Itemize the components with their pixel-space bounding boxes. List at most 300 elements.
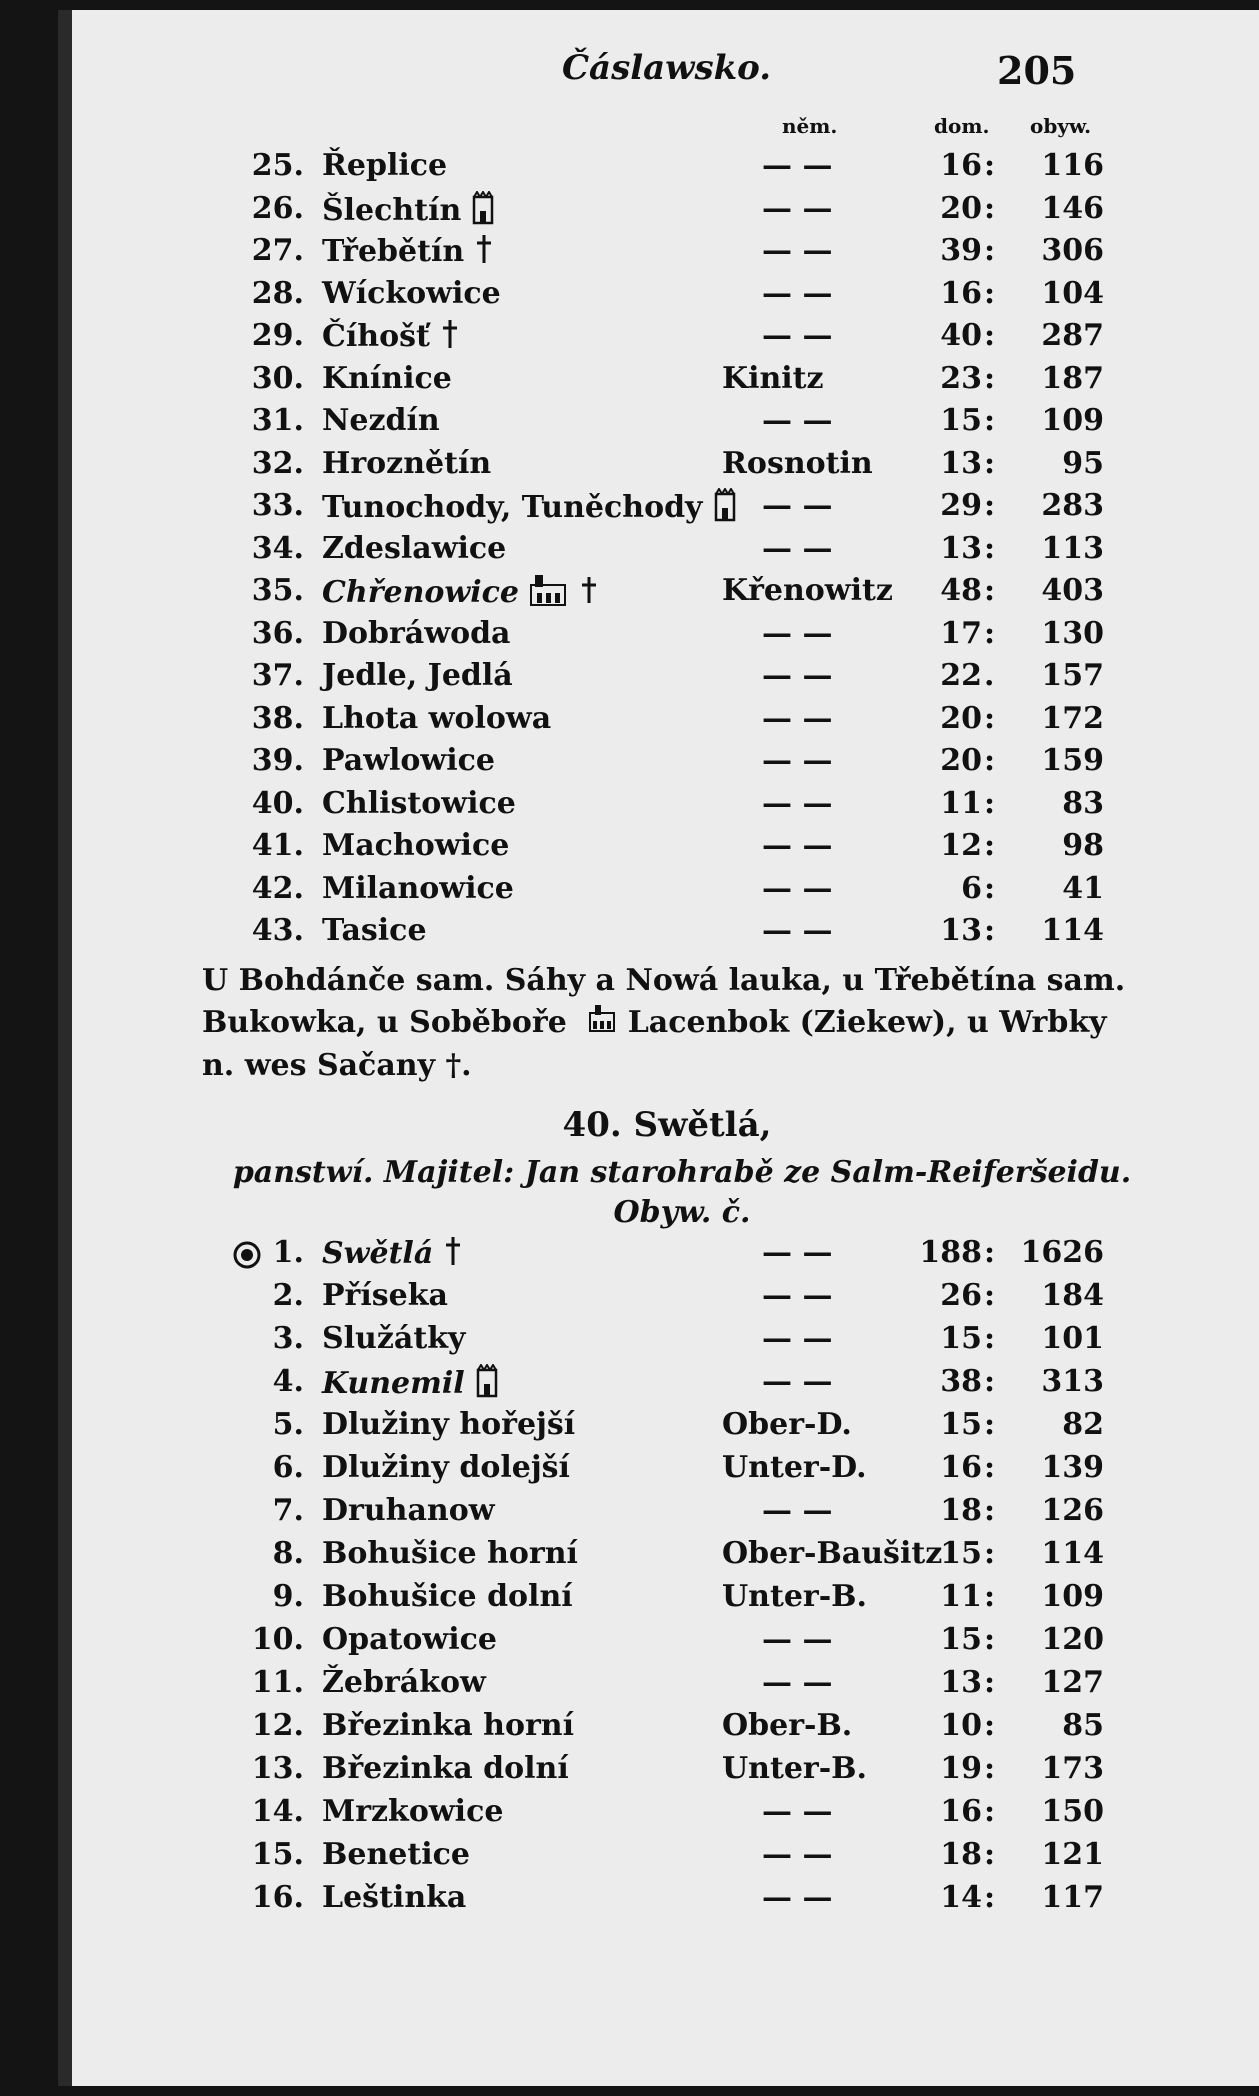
village-name-text: Žebrákow xyxy=(322,1665,486,1700)
population-count: 82 xyxy=(1062,1407,1104,1442)
house-count: 38 xyxy=(940,1364,982,1399)
table-row xyxy=(72,828,1259,870)
separator: . xyxy=(984,658,995,693)
separator: : xyxy=(984,1450,996,1485)
village-name xyxy=(322,1493,495,1528)
row-number: 12. xyxy=(251,1708,304,1743)
population-count: 157 xyxy=(1041,658,1104,693)
book-page xyxy=(58,10,1259,2086)
separator: : xyxy=(984,743,996,778)
dash-placeholder: — — xyxy=(762,1837,833,1872)
row-number: 7. xyxy=(272,1493,304,1528)
house-count: 12 xyxy=(940,828,982,863)
village-name xyxy=(322,701,551,736)
page-number: 205 xyxy=(997,48,1077,93)
house-count: 19 xyxy=(940,1751,982,1786)
population-count: 173 xyxy=(1041,1751,1104,1786)
row-number: 36. xyxy=(251,615,304,651)
population-count: 184 xyxy=(1041,1278,1104,1313)
column-nem: něm. xyxy=(782,114,838,138)
population-count: 306 xyxy=(1041,233,1104,268)
separator: : xyxy=(984,148,996,183)
house-count: 18 xyxy=(940,1493,982,1528)
village-name xyxy=(322,191,495,233)
population-count: 287 xyxy=(1041,318,1104,353)
row-number: 32. xyxy=(251,445,304,481)
village-name xyxy=(322,1665,486,1700)
village-name-text: Hroznětín xyxy=(322,445,492,481)
table-row xyxy=(72,1837,1259,1879)
village-name-text: Chřenowice xyxy=(322,575,519,610)
village-name-text: Březinka horní xyxy=(322,1708,574,1743)
separator: : xyxy=(984,488,996,523)
population-count: 172 xyxy=(1041,700,1104,736)
house-count: 29 xyxy=(940,488,982,523)
house-count: 26 xyxy=(940,1278,982,1313)
table-row xyxy=(72,1493,1259,1535)
row-number: 31. xyxy=(251,403,304,438)
population-count: 283 xyxy=(1041,488,1104,523)
village-name-text: Pawlowice xyxy=(322,743,495,778)
table-row xyxy=(72,1665,1259,1707)
house-count: 48 xyxy=(940,573,982,608)
table-row xyxy=(72,871,1259,913)
village-name xyxy=(322,1579,573,1614)
german-name: Ober-D. xyxy=(722,1407,852,1442)
separator: : xyxy=(984,913,996,948)
table-row xyxy=(72,276,1259,318)
table-row xyxy=(72,1450,1259,1492)
population-count: 104 xyxy=(1041,275,1104,311)
dash-placeholder: — — xyxy=(762,743,833,778)
village-name-text: Bohušice dolní xyxy=(322,1579,573,1614)
house-count: 15 xyxy=(940,1321,982,1356)
village-name xyxy=(322,318,460,358)
dash-placeholder: — — xyxy=(762,658,833,693)
dash-placeholder: — — xyxy=(762,1493,833,1528)
separator: : xyxy=(984,1235,996,1270)
separator: : xyxy=(984,403,996,438)
village-name-text: Dlužiny dolejší xyxy=(322,1450,570,1485)
separator: : xyxy=(984,318,996,353)
house-count: 16 xyxy=(940,1450,982,1485)
tower-icon xyxy=(713,488,737,530)
dash-placeholder: — — xyxy=(762,700,833,736)
village-name xyxy=(322,1450,570,1485)
column-obyw: obyw. xyxy=(1030,114,1092,138)
dash-placeholder: — — xyxy=(762,1665,833,1700)
village-name xyxy=(322,1364,499,1406)
dash-placeholder: — — xyxy=(762,785,833,821)
village-name-text: Swětlá xyxy=(322,1236,434,1271)
village-name-text: Kunemil xyxy=(322,1366,465,1401)
table-row xyxy=(72,616,1259,658)
note-line-3: n. wes Sačany †. xyxy=(202,1048,472,1083)
separator: : xyxy=(984,785,996,821)
population-count: 403 xyxy=(1041,573,1104,608)
population-count: 85 xyxy=(1062,1708,1104,1743)
population-count: 113 xyxy=(1041,530,1104,566)
village-name xyxy=(322,361,452,396)
row-number: 43. xyxy=(251,913,304,948)
house-count: 11 xyxy=(940,785,982,821)
population-count: 109 xyxy=(1041,1579,1104,1614)
village-name xyxy=(322,148,447,183)
population-count: 101 xyxy=(1041,1321,1104,1356)
row-number: 16. xyxy=(251,1880,304,1915)
village-name xyxy=(322,1837,470,1872)
row-number: 42. xyxy=(251,870,304,906)
village-name-text: Milanowice xyxy=(322,870,514,906)
separator: : xyxy=(984,1579,996,1614)
dash-placeholder: — — xyxy=(762,233,833,268)
german-name: Unter-B. xyxy=(722,1751,867,1786)
table-row xyxy=(72,1278,1259,1320)
table-row xyxy=(72,488,1259,530)
house-count: 188 xyxy=(919,1235,982,1270)
village-name-text: Knínice xyxy=(322,360,452,396)
row-number: 29. xyxy=(251,318,304,353)
dash-placeholder: — — xyxy=(762,828,833,863)
population-count: 114 xyxy=(1041,1536,1104,1571)
village-name xyxy=(322,1235,463,1275)
table-row xyxy=(72,148,1259,190)
running-title: Čáslawsko. xyxy=(562,48,772,88)
house-count: 20 xyxy=(940,190,982,226)
separator: : xyxy=(984,573,996,608)
cross-icon xyxy=(474,233,494,273)
german-name: Kinitz xyxy=(722,360,824,396)
population-count: 83 xyxy=(1062,785,1104,821)
dash-placeholder: — — xyxy=(762,615,833,651)
village-name xyxy=(322,828,509,863)
separator: : xyxy=(984,190,996,226)
village-name xyxy=(322,658,513,693)
village-name xyxy=(322,1880,466,1915)
village-name xyxy=(322,1622,497,1657)
table-row xyxy=(72,1708,1259,1750)
house-count: 15 xyxy=(940,1536,982,1571)
population-count: 109 xyxy=(1041,403,1104,438)
village-name xyxy=(322,913,427,948)
village-name xyxy=(322,488,737,530)
table-row xyxy=(72,446,1259,488)
row-number: 5. xyxy=(272,1407,304,1442)
village-name-text: Mrzkowice xyxy=(322,1794,504,1829)
village-name-text: Dobráwoda xyxy=(322,615,511,651)
population-count: 313 xyxy=(1041,1364,1104,1399)
dash-placeholder: — — xyxy=(762,1364,833,1399)
row-number: 41. xyxy=(251,828,304,863)
village-name-text: Březinka dolní xyxy=(322,1751,569,1786)
dash-placeholder: — — xyxy=(762,913,833,948)
note-line-2: Bukowka, u Soběboře Lacenbok (Ziekew), u Wrbky xyxy=(202,1002,1162,1045)
separator: : xyxy=(984,1880,996,1915)
table-row xyxy=(72,1579,1259,1621)
cross-icon xyxy=(440,318,460,358)
table-row xyxy=(72,1235,1259,1277)
house-count: 39 xyxy=(940,233,982,268)
population-count: 120 xyxy=(1041,1622,1104,1657)
german-name: Ober-B. xyxy=(722,1708,853,1743)
row-number: 9. xyxy=(272,1579,304,1614)
separator: : xyxy=(984,1493,996,1528)
table-row xyxy=(72,531,1259,573)
house-count: 6 xyxy=(961,870,982,906)
separator: : xyxy=(984,1622,996,1657)
table-row xyxy=(72,786,1259,828)
dash-placeholder: — — xyxy=(762,1321,833,1356)
tower-icon xyxy=(475,1364,499,1406)
dash-placeholder: — — xyxy=(762,488,833,523)
separator: : xyxy=(984,1364,996,1399)
row-number: 38. xyxy=(251,700,304,736)
separator: : xyxy=(984,1708,996,1743)
population-count: 41 xyxy=(1062,870,1104,906)
table-row xyxy=(72,1321,1259,1363)
castle-cross-icon xyxy=(529,573,601,615)
row-number: 34. xyxy=(251,530,304,566)
village-name-text: Jedle, Jedlá xyxy=(322,658,513,693)
dash-placeholder: — — xyxy=(762,1278,833,1313)
row-number: 26. xyxy=(251,190,304,226)
table-row xyxy=(72,1364,1259,1406)
village-name-text: Tunochody, Tuněchody xyxy=(322,490,703,525)
row-number: 27. xyxy=(251,233,304,268)
table-row xyxy=(72,573,1259,615)
row-number: 11. xyxy=(251,1665,304,1700)
table-row xyxy=(72,1751,1259,1793)
house-count: 15 xyxy=(940,1622,982,1657)
population-count: 130 xyxy=(1041,615,1104,651)
population-count: 98 xyxy=(1062,828,1104,863)
village-name xyxy=(322,871,514,906)
dash-placeholder: — — xyxy=(762,870,833,906)
separator: : xyxy=(984,615,996,651)
table-row xyxy=(72,1794,1259,1836)
population-count: 187 xyxy=(1041,360,1104,396)
dash-placeholder: — — xyxy=(762,403,833,438)
cross-icon xyxy=(443,1235,463,1275)
house-count: 13 xyxy=(940,1665,982,1700)
table-row xyxy=(72,403,1259,445)
house-count: 11 xyxy=(940,1579,982,1614)
village-name xyxy=(322,1407,575,1442)
separator: : xyxy=(984,1837,996,1872)
dash-placeholder: — — xyxy=(762,530,833,566)
dash-placeholder: — — xyxy=(762,190,833,226)
house-count: 15 xyxy=(940,403,982,438)
separator: : xyxy=(984,1665,996,1700)
house-count: 18 xyxy=(940,1837,982,1872)
village-name-text: Lhota wolowa xyxy=(322,700,552,736)
house-count: 13 xyxy=(940,445,982,481)
section-title: 40. Swětlá, xyxy=(562,1105,772,1145)
table-row xyxy=(72,1880,1259,1922)
section-subtitle-2: Obyw. č. xyxy=(613,1195,751,1230)
village-name-text: Příseka xyxy=(322,1278,448,1313)
row-number: 25. xyxy=(251,148,304,183)
row-number: 33. xyxy=(251,488,304,523)
separator: : xyxy=(984,360,996,396)
village-name-text: Řeplice xyxy=(322,148,448,183)
population-count: 127 xyxy=(1041,1665,1104,1700)
village-name xyxy=(322,1278,448,1313)
population-count: 116 xyxy=(1041,148,1104,183)
house-count: 13 xyxy=(940,913,982,948)
dash-placeholder: — — xyxy=(762,318,833,353)
separator: : xyxy=(984,530,996,566)
row-number: 2. xyxy=(272,1278,304,1313)
table-row xyxy=(72,191,1259,233)
village-name xyxy=(322,1708,574,1743)
house-count: 40 xyxy=(940,318,982,353)
village-name xyxy=(322,531,506,566)
population-count: 121 xyxy=(1041,1837,1104,1872)
village-name xyxy=(322,1536,578,1571)
castle-icon xyxy=(587,1003,617,1045)
village-name-text: Služátky xyxy=(322,1321,466,1356)
village-name-text: Opatowice xyxy=(322,1622,497,1657)
village-name-text: Tasice xyxy=(322,913,427,948)
separator: : xyxy=(984,233,996,268)
table-row xyxy=(72,701,1259,743)
village-name xyxy=(322,1321,465,1356)
population-count: 146 xyxy=(1041,190,1104,226)
row-number: 3. xyxy=(272,1321,304,1356)
population-count: 1626 xyxy=(1020,1235,1104,1270)
village-name-text: Wíckowice xyxy=(322,275,501,311)
village-name-text: Šlechtín xyxy=(322,192,462,228)
population-count: 126 xyxy=(1041,1493,1104,1528)
section-subtitle: panstwí. Majitel: Jan starohrabě ze Salm-Reiferšeidu. xyxy=(232,1155,1132,1190)
dash-placeholder: — — xyxy=(762,1235,833,1270)
house-count: 22 xyxy=(940,658,982,693)
table-row xyxy=(72,913,1259,955)
separator: : xyxy=(984,1536,996,1571)
dash-placeholder: — — xyxy=(762,275,833,311)
german-name: Unter-D. xyxy=(722,1450,867,1485)
german-name: Rosnotin xyxy=(722,445,873,481)
german-name: Křenowitz xyxy=(722,573,893,608)
separator: : xyxy=(984,275,996,311)
row-number: 13. xyxy=(251,1751,304,1786)
separator: : xyxy=(984,828,996,863)
house-count: 15 xyxy=(940,1407,982,1442)
village-name xyxy=(322,233,494,273)
table-row xyxy=(72,1622,1259,1664)
village-name xyxy=(322,276,501,311)
population-count: 139 xyxy=(1041,1450,1104,1485)
house-count: 13 xyxy=(940,530,982,566)
village-name xyxy=(322,616,511,651)
house-count: 20 xyxy=(940,700,982,736)
village-name xyxy=(322,1751,569,1786)
table-row xyxy=(72,1407,1259,1449)
row-number: 6. xyxy=(272,1450,304,1485)
row-number: 10. xyxy=(251,1622,304,1657)
village-name xyxy=(322,743,495,778)
row-number: 30. xyxy=(251,360,304,396)
table-row xyxy=(72,233,1259,275)
village-name-text: Číhošť xyxy=(322,319,430,354)
tower-icon xyxy=(471,191,495,233)
village-name xyxy=(322,573,601,615)
row-number: 4. xyxy=(272,1364,304,1399)
row-number: 14. xyxy=(251,1794,304,1829)
village-name xyxy=(322,786,516,821)
village-name-text: Machowice xyxy=(322,828,510,863)
table-row xyxy=(72,1536,1259,1578)
table-row xyxy=(72,361,1259,403)
note-paragraph xyxy=(202,960,1162,1087)
separator: : xyxy=(984,1278,996,1313)
house-count: 16 xyxy=(940,148,982,183)
population-count: 95 xyxy=(1062,445,1104,481)
house-count: 16 xyxy=(940,1794,982,1829)
note-line-1: U Bohdánče sam. Sáhy a Nowá lauka, u Třebětína sam. xyxy=(202,963,1126,998)
separator: : xyxy=(984,1751,996,1786)
village-name xyxy=(322,1794,503,1829)
row-number: 40. xyxy=(251,785,304,821)
village-name xyxy=(322,446,491,481)
village-name-text: Chlistowice xyxy=(322,785,516,821)
village-name-text: Benetice xyxy=(322,1837,470,1872)
village-name-text: Leštinka xyxy=(322,1880,467,1915)
population-count: 159 xyxy=(1041,743,1104,778)
village-name-text: Dlužiny hořejší xyxy=(322,1407,576,1442)
row-number: 8. xyxy=(272,1536,304,1571)
page-header xyxy=(72,48,1259,98)
table-row xyxy=(72,743,1259,785)
dash-placeholder: — — xyxy=(762,1880,833,1915)
german-name: Unter-B. xyxy=(722,1579,867,1614)
village-name-text: Druhanow xyxy=(322,1493,495,1528)
table-row xyxy=(72,658,1259,700)
separator: : xyxy=(984,870,996,906)
column-dom: dom. xyxy=(934,114,990,138)
row-number: 39. xyxy=(251,743,304,778)
population-count: 114 xyxy=(1041,913,1104,948)
dash-placeholder: — — xyxy=(762,1622,833,1657)
row-number: 28. xyxy=(251,275,304,311)
village-name-text: Třebětín xyxy=(322,234,465,269)
dash-placeholder: — — xyxy=(762,148,833,183)
village-name xyxy=(322,403,440,438)
population-count: 117 xyxy=(1041,1880,1104,1915)
house-count: 20 xyxy=(940,743,982,778)
table-row xyxy=(72,318,1259,360)
german-name: Ober-Baušitz xyxy=(722,1536,943,1571)
house-count: 17 xyxy=(940,615,982,651)
row-number: 15. xyxy=(251,1837,304,1872)
row-number: 1. xyxy=(272,1235,304,1270)
separator: : xyxy=(984,1794,996,1829)
house-count: 14 xyxy=(940,1880,982,1915)
row-number: 37. xyxy=(251,658,304,693)
village-name-text: Zdeslawice xyxy=(322,530,507,566)
population-count: 150 xyxy=(1041,1794,1104,1829)
separator: : xyxy=(984,700,996,736)
house-count: 16 xyxy=(940,275,982,311)
separator: : xyxy=(984,445,996,481)
row-number: 35. xyxy=(251,573,304,608)
house-count: 23 xyxy=(940,360,982,396)
village-name-text: Bohušice horní xyxy=(322,1536,578,1571)
village-name-text: Nezdín xyxy=(322,403,440,438)
separator: : xyxy=(984,1407,996,1442)
house-count: 10 xyxy=(940,1708,982,1743)
